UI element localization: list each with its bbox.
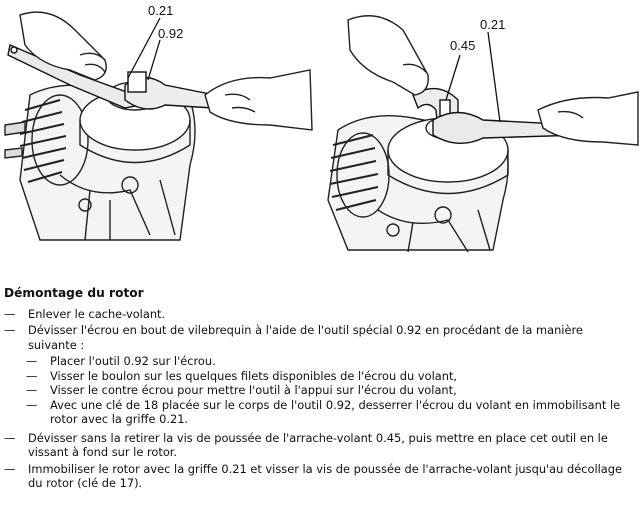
- subitem-text: Visser le contre écrou pour mettre l'outil à l'appui sur l'écrou du volant,: [50, 383, 457, 397]
- dash-bullet: —: [4, 323, 16, 337]
- item-text: Dévisser sans la retirer la vis de poussée de l'arrache-volant 0.45, puis mettre en place cet outil en le vissant à fond sur le rotor.: [28, 430, 608, 459]
- hand-top-right: [348, 16, 428, 95]
- dash-bullet: —: [4, 430, 16, 445]
- sub-list-item: [4, 369, 634, 384]
- callout-0-21-left: 0.21: [148, 3, 174, 18]
- callout-0-45-right: 0.45: [450, 38, 476, 53]
- engine-illustration-right: [318, 0, 640, 258]
- sub-list-item: [4, 354, 634, 369]
- hand-right: [205, 70, 312, 130]
- instructions: [4, 286, 634, 493]
- dash-bullet: —: [26, 368, 38, 383]
- dash-bullet: —: [26, 383, 38, 397]
- callout-0-92-left: 0.92: [158, 26, 184, 41]
- sub-list-item: [4, 383, 634, 398]
- figure-right: [318, 0, 640, 258]
- sub-list-item: [4, 398, 634, 427]
- hand-right-side: [538, 92, 638, 145]
- engine-illustration-left: [0, 0, 315, 258]
- subitem-text: Visser le boulon sur les quelques filets disponibles de l'écrou du volant,: [50, 368, 458, 383]
- item-text: Dévisser l'écrou en bout de vilebrequin à l'aide de l'outil spécial 0.92 en procédant de la manière suivante :: [28, 323, 583, 352]
- subitem-text: Placer l'outil 0.92 sur l'écrou.: [50, 354, 216, 368]
- section-heading: Démontage du rotor: [4, 286, 144, 300]
- dash-bullet: —: [4, 461, 16, 476]
- dash-bullet: —: [4, 306, 16, 321]
- item-text: Enlever le cache-volant.: [28, 306, 166, 321]
- item-text: Immobiliser le rotor avec la griffe 0.21 et visser la vis de poussée de l'arrache-volant jusqu'au décollage du rotor (clé de 17).: [28, 461, 623, 490]
- list-item: [4, 431, 634, 460]
- sub-list: [4, 354, 634, 427]
- subitem-text: Avec une clé de 18 placée sur le corps de l'outil 0.92, desserrer l'écrou du volant en immobilisant le rotor avec la griffe 0.21.: [50, 397, 621, 426]
- callout-0-21-right: 0.21: [480, 17, 506, 32]
- figure-left: [0, 0, 315, 258]
- list-item: [4, 307, 634, 322]
- list-item: [4, 462, 634, 491]
- dash-bullet: —: [26, 397, 38, 412]
- list-item: [4, 323, 634, 352]
- dash-bullet: —: [26, 354, 38, 368]
